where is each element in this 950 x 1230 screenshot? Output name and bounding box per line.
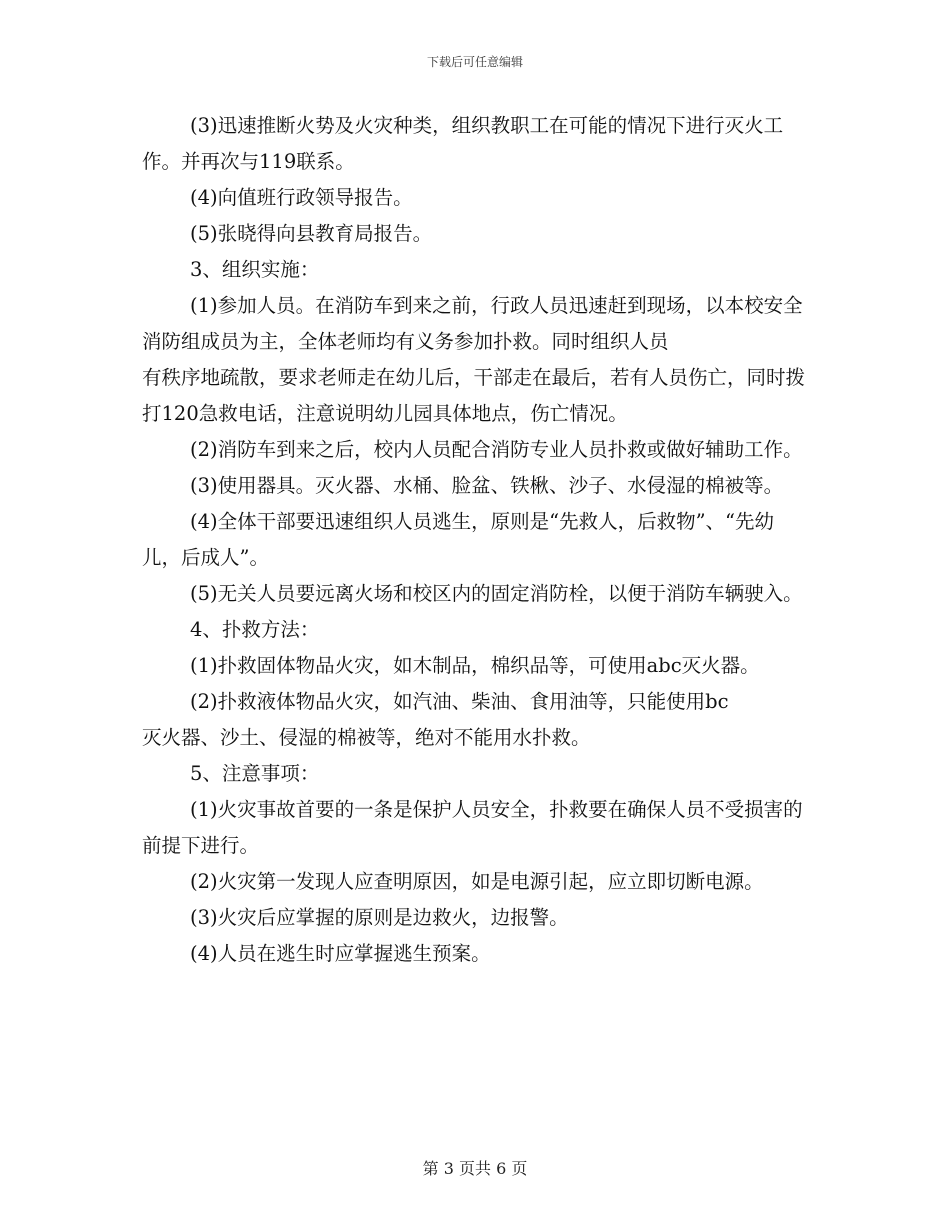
paragraph: 有秩序地疏散，要求老师走在幼儿后，干部走在最后，若有人员伤亡，同时拨打120急救电话，注意说明幼儿园具体地点，伤亡情况。: [142, 366, 806, 425]
paragraph: (1)参加人员。在消防车到来之前，行政人员迅速赶到现场，以本校安全消防组成员为主，全体老师均有义务参加扑救。同时组织人员: [142, 294, 803, 353]
paragraph: (4)向值班行政领导报告。: [190, 186, 413, 209]
paragraph: (3)火灾后应掌握的原则是边救火，边报警。: [190, 906, 569, 929]
section-heading: 3、组织实施：: [190, 258, 320, 281]
section-heading: 4、扑救方法：: [190, 618, 320, 641]
paragraph: (1)扑救固体物品火灾，如木制品，棉织品等，可使用abc灭火器。: [190, 654, 760, 677]
paragraph: (4)人员在逃生时应掌握逃生预案。: [190, 942, 491, 965]
paragraph: (3)使用器具。灭火器、水桶、脸盆、铁楸、沙子、水侵湿的棉被等。: [190, 474, 784, 497]
paragraph: 灭火器、沙土、侵湿的棉被等，绝对不能用水扑救。: [142, 726, 591, 749]
paragraph: (5)张晓得向县教育局报告。: [190, 222, 433, 245]
paragraph: (5)无关人员要远离火场和校区内的固定消防栓，以便于消防车辆驶入。: [190, 582, 803, 605]
document-body: [142, 108, 812, 972]
section-heading: 5、注意事项：: [190, 762, 320, 785]
paragraph: (2)消防车到来之后，校内人员配合消防专业人员扑救或做好辅助工作。: [190, 438, 803, 461]
paragraph: (4)全体干部要迅速组织人员逃生，原则是“先救人，后救物”、“先幼儿，后成人”。: [142, 510, 775, 569]
paragraph: (1)火灾事故首要的一条是保护人员安全，扑救要在确保人员不受损害的前提下进行。: [142, 798, 803, 857]
page-header: 下载后可任意编辑: [426, 55, 523, 69]
paragraph: (2)扑救液体物品火灾，如汽油、柴油、食用油等，只能使用bc: [190, 690, 729, 713]
page-footer: 第 3 页共 6 页: [422, 1159, 528, 1178]
paragraph: (3)迅速推断火势及火灾种类，组织教职工在可能的情况下进行灭火工作。并再次与119联系。: [142, 114, 784, 173]
paragraph: (2)火灾第一发现人应查明原因，如是电源引起，应立即切断电源。: [190, 870, 764, 893]
